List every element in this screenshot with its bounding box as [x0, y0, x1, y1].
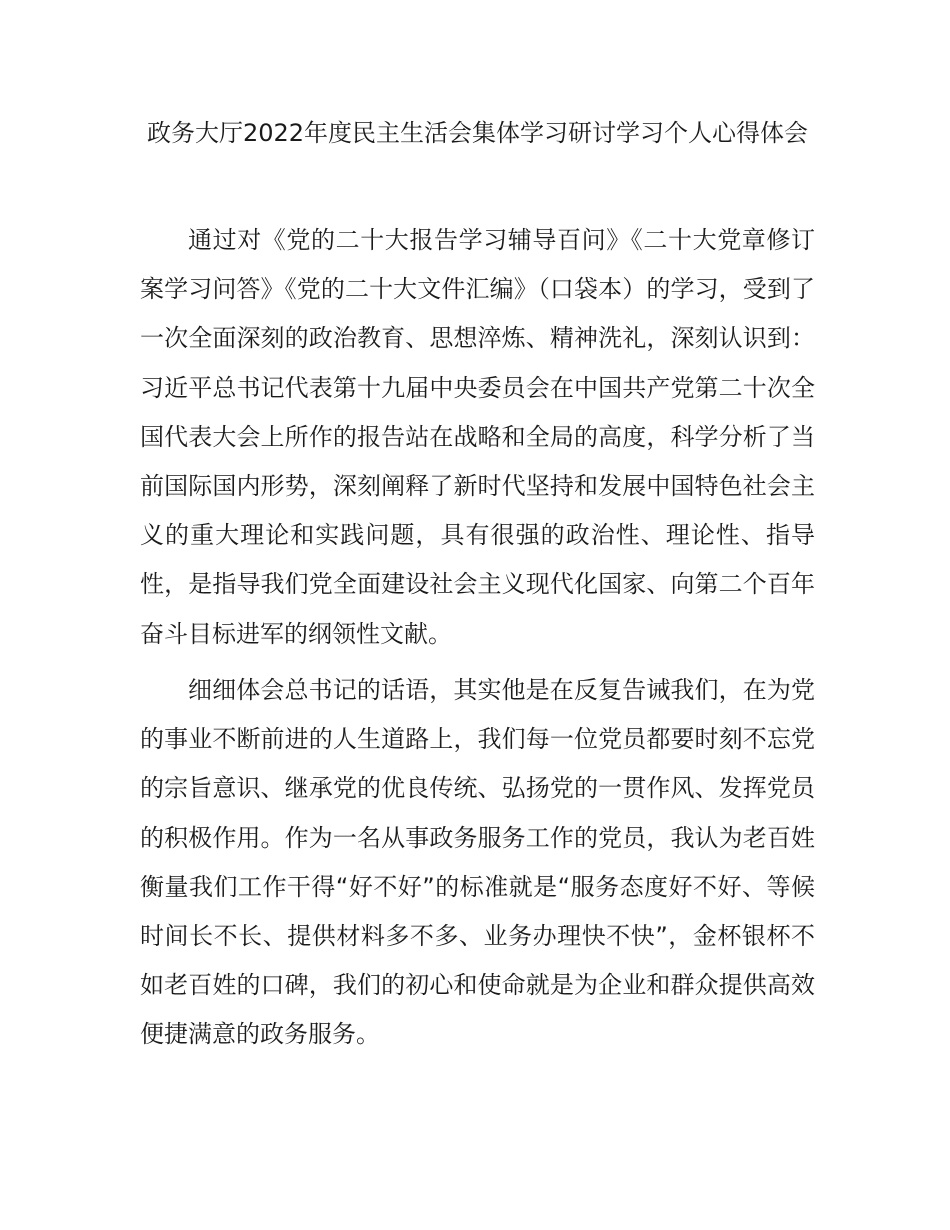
body-paragraph-1: 通过对《党的二十大报告学习辅导百问》《二十大党章修订案学习问答》《党的二十大文件汇编》（口袋本）的学习，受到了一次全面深刻的政治教育、思想淬炼、精神洗礼，深刻认识到：习近平总书记代表第十九届中央委员会在中国共产党第二十次全国代表大会上所作的报告站在战略和全局的高度，科学分析了当前国际国内形势，深刻阐释了新时代坚持和发展中国特色社会主义的重大理论和实践问题，具有很强的政治性、理论性、指导性，是指导我们党全面建设社会主义现代化国家、向第二个百年奋斗目标进军的纲领性文献。 [140, 226, 815, 648]
body-paragraph-2: 细细体会总书记的话语，其实他是在反复告诫我们，在为党的事业不断前进的人生道路上，我们每一位党员都要时刻不忘党的宗旨意识、继承党的优良传统、弘扬党的一贯作风、发挥党员的积极作用。作为一名从事政务服务工作的党员，我认为老百姓衡量我们工作干得“好不好”的标准就是“服务态度好不好、等候时间长不长、提供材料多不多、业务办理快不快”，金杯银杯不如老百姓的口碑，我们的初心和使命就是为企业和群众提供高效便捷满意的政务服务。 [140, 676, 815, 1049]
document-title: 政务大厅2022年度民主生活会集体学习研讨学习个人心得体会 [146, 119, 809, 147]
